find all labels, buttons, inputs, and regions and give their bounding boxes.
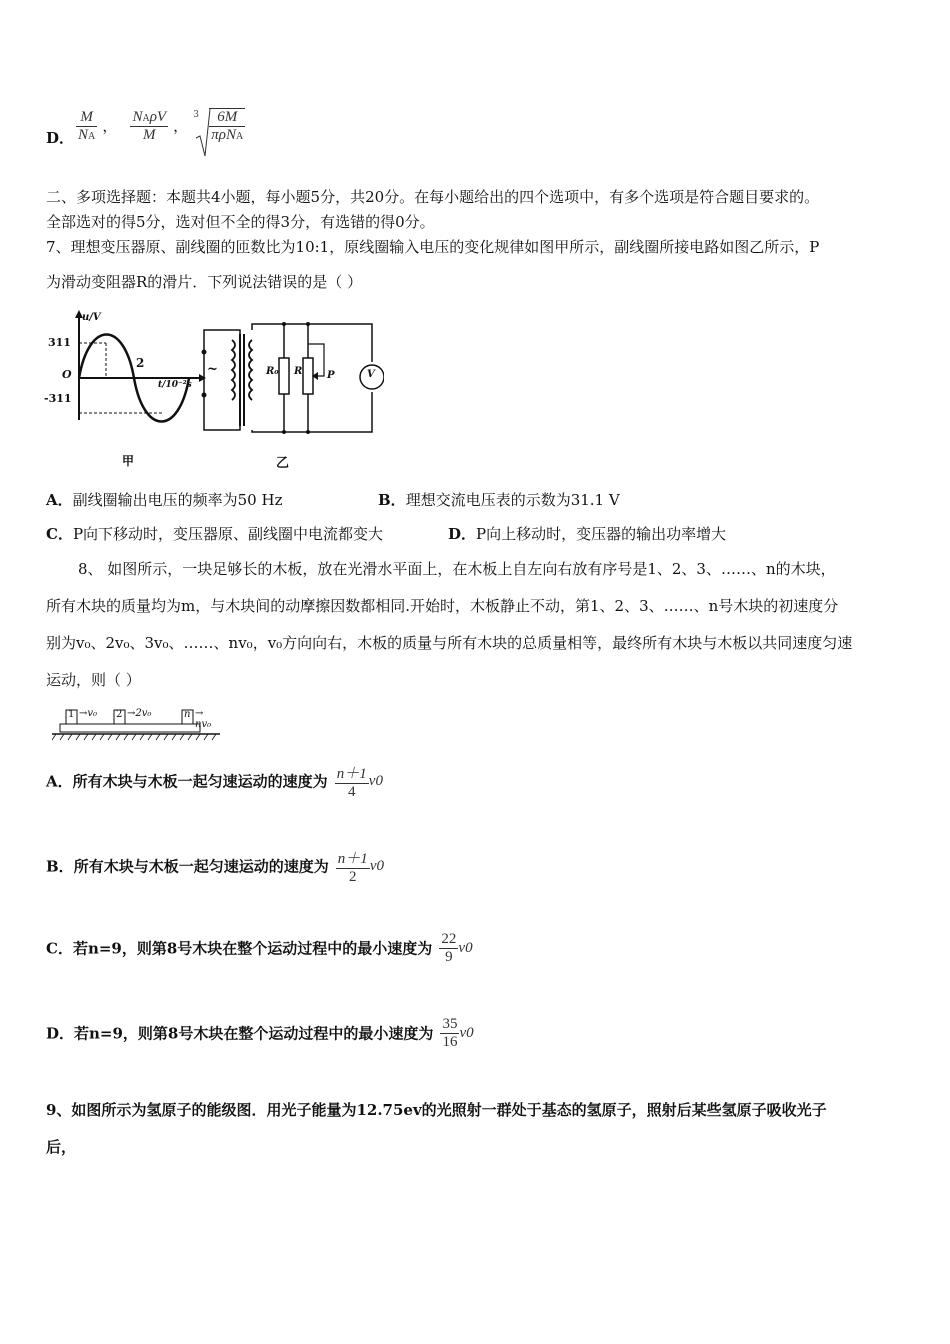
block-n-velocity: → nv₀ <box>195 708 212 730</box>
graph-y-top: 311 <box>48 336 71 349</box>
label-r: R <box>294 366 303 377</box>
ac-source-symbol: ~ <box>207 362 218 377</box>
q8-option-b[interactable]: B．所有木块与木板一起匀速运动的速度为 $\frac{n+1}{2}$ v0 <box>46 847 384 886</box>
q7-figure <box>44 310 384 470</box>
graph-ylabel: u/V <box>82 312 101 323</box>
label-p: P <box>327 370 335 381</box>
block-2-label: 2 <box>116 709 123 720</box>
q9-stem-line1: 9、如图所示为氢原子的能级图．用光子能量为12.75ev的光照射一群处于基态的氢原子，照射后某些氢原子吸收光子 <box>46 1101 827 1119</box>
q7-stem-line2: 为滑动变阻器R的滑片．下列说法错误的是（ ） <box>46 273 363 291</box>
caption-jia: 甲 <box>122 454 135 468</box>
q8-option-a[interactable]: A．所有木块与木板一起匀速运动的速度为 $\frac{n+1}{4}$ v0 <box>46 762 383 801</box>
block-1-velocity: →v₀ <box>79 708 98 719</box>
q7-option-a[interactable]: A．副线圈输出电压的频率为50 Hz <box>46 491 283 509</box>
graph-y-bottom: -311 <box>44 392 72 405</box>
q8-stem-line3: 别为v₀、2v₀、3v₀、……、nv₀，v₀方向向右，木板的质量与所有木块的总质量相等，最终所有木块与木板以共同速度匀速 <box>46 634 853 652</box>
label-r0: R₀ <box>266 366 279 377</box>
cube-root-expression: 3 $\frac{6M}{\text{πρNA}}$ <box>193 108 245 144</box>
q8-option-c[interactable]: C．若n=9，则第8号木块在整个运动过程中的最小速度为 $\frac{22}{9}$ v0 <box>46 931 473 965</box>
q7-stem-line1: 7、理想变压器原、副线圈的匝数比为10:1，原线圈输入电压的变化规律如图甲所示，副线圈所接电路如图乙所示，P <box>46 238 820 256</box>
q8-stem-line4: 运动，则（ ） <box>46 671 141 689</box>
q9-stem-line2: 后， <box>46 1138 77 1156</box>
block-n-label: n <box>184 709 191 720</box>
q7-option-d[interactable]: D．P向上移动时，变压器的输出功率增大 <box>448 525 727 543</box>
fraction-m-over-na: $\frac{M}{NA}$ <box>78 108 96 143</box>
q8-stem-line1: 8、 如图所示，一块足够长的木板，放在光滑水平面上，在木板上自左向右放有序号是1、2、3、……、n的木块， <box>78 560 836 578</box>
q7-option-b[interactable]: B．理想交流电压表的示数为31.1 V <box>378 491 620 509</box>
block-1-label: 1 <box>68 709 75 720</box>
fraction-c: $\frac{22}{9}$ <box>441 931 457 965</box>
graph-tick-2: 2 <box>136 356 145 370</box>
fraction-narhov-over-m: $\frac{\text{NAρV}}{M}$ <box>132 108 167 143</box>
q7-option-c[interactable]: C．P向下移动时，变压器原、副线圈中电流都变大 <box>46 525 384 543</box>
caption-yi: 乙 <box>276 456 290 471</box>
block-2-velocity: →2v₀ <box>127 708 152 719</box>
q8-figure <box>52 704 222 744</box>
fraction-d: $\frac{35}{16}$ <box>442 1016 458 1050</box>
section2-line1: 二、多项选择题：本题共4小题，每小题5分，共20分。在每小题给出的四个选项中，有多个选项是符合题目要求的。 <box>46 188 820 206</box>
graph-origin: O <box>62 368 72 381</box>
q6-option-d-label: D． <box>46 129 75 147</box>
section2-line2: 全部选对的得5分，选对但不全的得3分，有选错的得0分。 <box>46 213 435 231</box>
radical-sign-icon <box>195 108 211 158</box>
q8-stem-line2: 所有木块的质量均为m，与木块间的动摩擦因数都相同.开始时，木板静止不动，第1、2、3、……、n号木块的初速度分 <box>46 597 839 615</box>
q7-figure-drawing <box>44 310 384 470</box>
fraction-a: $\frac{n+1}{4}$ <box>336 766 367 800</box>
q6-option-d-formula: $\frac{M}{NA}$ ， $\frac{\text{NAρV}}{M}$ ， 3 $\frac{6M}{\text{πρNA}}$ <box>76 108 245 144</box>
voltmeter-label: V <box>367 369 375 380</box>
graph-xlabel: t/10⁻²s <box>158 380 192 390</box>
q8-option-d[interactable]: D．若n=9，则第8号木块在整个运动过程中的最小速度为 $\frac{35}{16}$ v0 <box>46 1016 474 1050</box>
fraction-b: $\frac{n+1}{2}$ <box>337 851 368 885</box>
